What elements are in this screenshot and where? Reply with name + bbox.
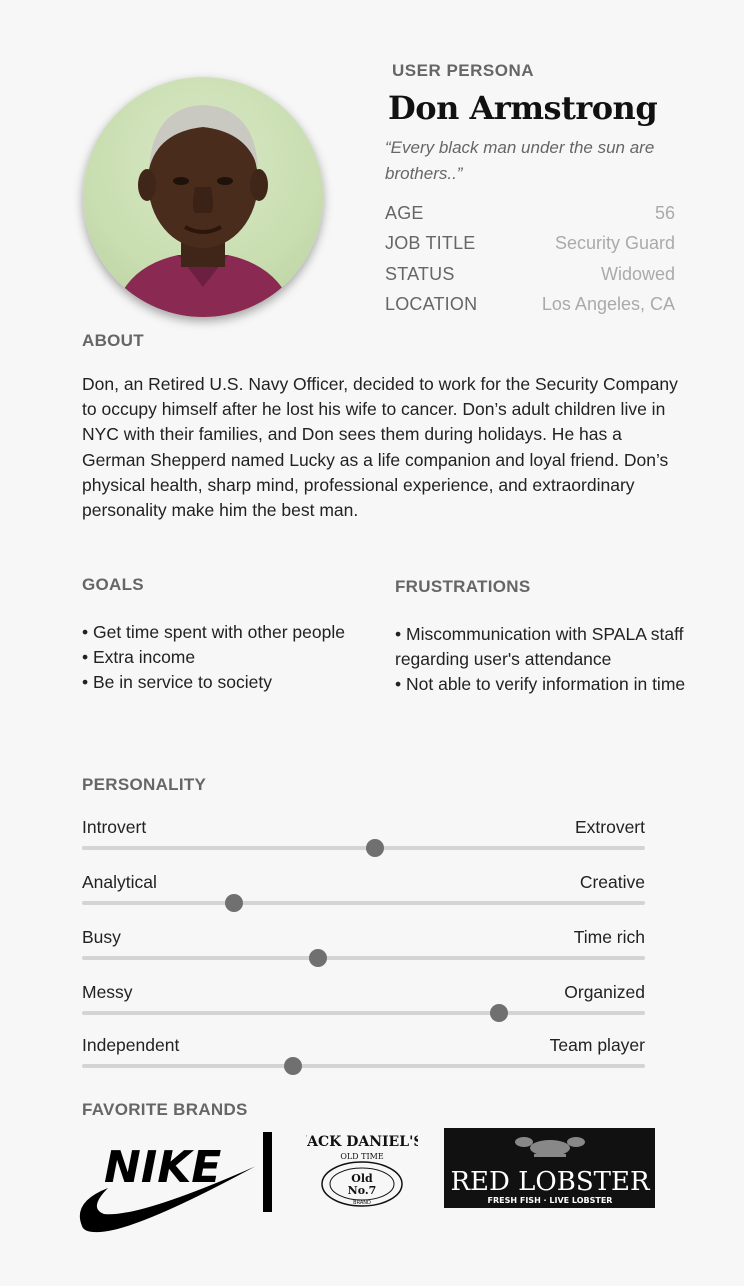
slider-thumb[interactable] [490,1004,508,1022]
nike-logo [78,1130,278,1235]
trait-slider-independent-team-player [82,1035,645,1079]
jack-daniels-brand: BRAND [353,1200,371,1206]
personality-title: PERSONALITY [82,775,207,794]
list-item: • Miscommunication with SPALA staff regarding user's attendance [395,624,684,670]
fact-row-location [385,290,675,321]
nike-wordmark: NIKE [104,1142,222,1193]
trait-left-label: Analytical [82,872,157,892]
list-item: • Extra income [82,647,196,668]
lobster-icon [515,1137,585,1157]
fact-value: Widowed [600,263,675,284]
fact-value: Security Guard [554,233,675,254]
slider-track [82,1011,645,1015]
list-item: • Be in service to society [82,672,272,693]
slider-track [82,901,645,905]
trait-right-label: Organized [564,982,645,1002]
fact-value: Los Angeles, CA [541,294,675,315]
trait-right-label: Extrovert [574,817,645,837]
jack-daniels-old-time: OLD TIME [340,1152,384,1161]
about-text: Don, an Retired U.S. Navy Officer, decided to work for the Security Company to occupy himself after he lost his wife to cancer. Don’s adult children live in NYC with their families, and Don sees them during holidays. He has a German Shepperd named Lucky as a life companion and loyal friend. Don’s physical health, sharp mind, professional experience, and extraordinary personality make him the best man. [82,374,678,521]
trait-left-label: Independent [82,1035,180,1055]
red-lobster-wordmark: RED LOBSTER [450,1167,650,1197]
list-item: • Get time spent with other people [82,622,345,642]
fact-row-status [385,259,675,290]
brands-title: FAVORITE BRANDS [82,1100,248,1119]
jack-daniels-wordmark: JACK DANIEL'S [306,1134,418,1150]
jack-daniels-logo [306,1128,418,1208]
frustrations-title: FRUSTRATIONS [395,577,531,596]
fact-row-job-title [385,229,675,260]
red-lobster-logo [444,1128,655,1208]
jack-daniels-old: Old [351,1172,373,1185]
slider-thumb[interactable] [284,1057,302,1075]
trait-right-label: Team player [549,1035,645,1055]
person-photo-illustration [83,77,323,317]
persona-avatar [83,77,323,317]
trait-slider-messy-organized [82,982,645,1026]
fact-label: STATUS [385,263,455,284]
slider-track [82,1064,645,1068]
fact-row-age [385,198,675,229]
trait-right-label: Creative [579,872,645,892]
trait-right-label: Time rich [573,927,645,947]
fact-value: 56 [654,202,675,223]
red-lobster-tagline: FRESH FISH · LIVE LOBSTER [487,1196,613,1205]
fact-label: LOCATION [385,294,478,315]
list-item: • Not able to verify information in time [395,674,686,695]
persona-quote: “Every black man under the sun are brothers..” [385,138,655,183]
persona-facts [385,198,675,320]
frustrations-list [395,622,720,698]
slider-thumb[interactable] [225,894,243,912]
persona-name: Don Armstrong [388,89,658,127]
fact-label: JOB TITLE [385,233,476,254]
goals-title: GOALS [82,575,144,594]
trait-slider-busy-time-rich [82,927,645,971]
trait-left-label: Introvert [82,817,147,837]
trait-slider-analytical-creative [82,872,645,916]
fact-label: AGE [385,202,424,223]
persona-eyebrow: USER PERSONA [392,61,535,80]
trait-slider-introvert-extrovert [82,817,645,861]
trait-left-label: Busy [82,927,121,947]
slider-thumb[interactable] [309,949,327,967]
slider-track [82,956,645,960]
about-title: ABOUT [82,331,144,350]
jack-daniels-no7: No.7 [347,1184,377,1197]
slider-thumb[interactable] [366,839,384,857]
slider-track [82,846,645,850]
trait-left-label: Messy [82,982,133,1002]
goals-list [82,620,387,696]
